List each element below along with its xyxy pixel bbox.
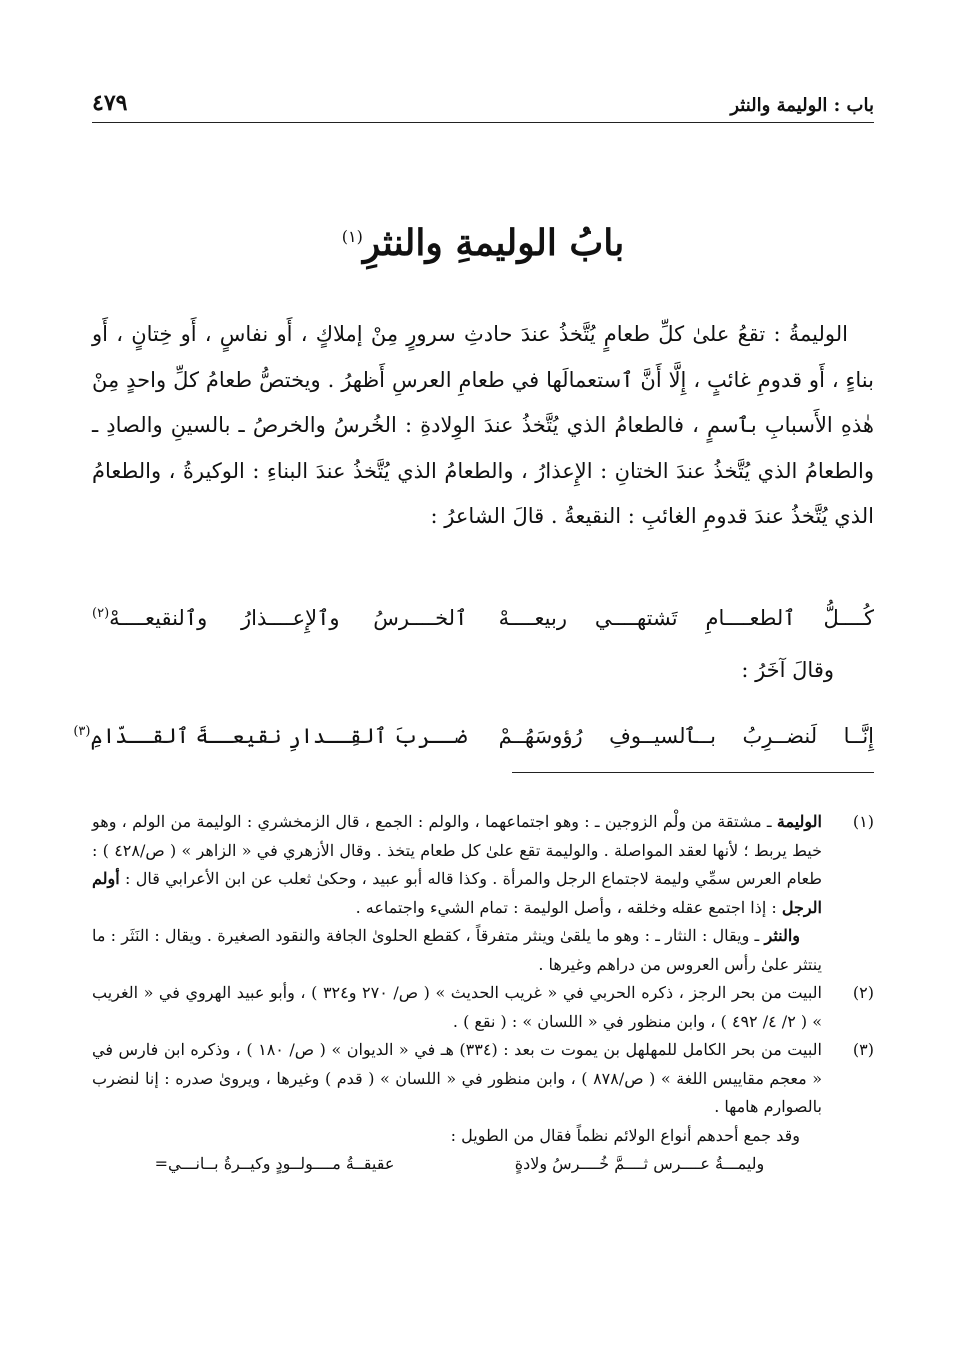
footnote-1-paragraph-2 (92, 922, 822, 979)
footnote-2-text: البيت من بحر الرجز ، ذكره الحربي في « غريب الحديث » ( ص/ ٢٧٠ و٣٢٤ ) ، وأبو عبيد الهروي في « الغريب » ( ٢/ ٤/ ٤٩٢ ) ، وابن منظور في « اللسان » : ( نقع ) . (92, 983, 823, 1031)
footnote-2-number: (٢) (852, 983, 874, 1002)
verse-1-first-hemistich: كُــــلُّ ٱلطعــــامِ تَشتهــــي ربيعــــهْ (498, 606, 874, 630)
footnote-1-bold-phrase: أولم الرجل (92, 869, 822, 917)
running-title: باب : الوليمة والنثر (730, 95, 874, 116)
footnote-3 (92, 1036, 874, 1179)
verse-2-first-hemistich: إِنَّــا لَنضــرِبُ بــٱلسيــوفِ رُؤوسَهُــمْ (498, 724, 874, 748)
chapter-note-ref: (١) (341, 227, 363, 246)
chapter-title-text: بابُ الوليمةِ والنثرِ (362, 222, 625, 264)
verse-2-second-hemistich (73, 724, 468, 748)
footnote-1-text-c: ـ ويقال : النثار ـ : وهو ما يلقىٰ وينثر متفرقاً ، كقطع الحلوىٰ الجافة والنقود الصغيرة . ويقال : النَثَر : ما ينتثر علىٰ رأس العروس من دراهم وغيرها . (92, 926, 822, 974)
verse-2-intro: وقالَ آخَرُ : (741, 658, 834, 682)
footnote-1-number: (١) (852, 812, 874, 831)
verse-2 (73, 714, 874, 758)
page-number: ٤٧٩ (92, 90, 128, 116)
header-rule (92, 122, 874, 123)
footnote-3-extra: وقد جمع أحدهم أنواع الولائم نظماً فقال من الطويل : (450, 1125, 800, 1145)
footnotes (92, 808, 874, 1179)
footnote-1-text-b: : إذا اجتمع عقله وخلقه ، وأصل الوليمة : تمام الشيء واجتماعه . (355, 897, 782, 917)
footnote-3-number: (٣) (852, 1040, 874, 1059)
verse-1-second-text: ٱلخــــرسُ وٱلإِعــــذارُ وٱلنقيعــــهْ (109, 606, 468, 630)
body-paragraph: الوليمةُ : تقعُ علىٰ كلِّ طعامٍ يُتَّخذُ عندَ حادثِ سرورٍ مِنْ إملاكٍ ، أَو نفاسٍ ، أَو خِتانٍ ، أَو بناءٍ ، أَو قدومِ غائبٍ ، إِلَّا أَنَّ ٱستعمالَها في طعامِ العرسِ أَظهرُ . ويختصُّ طعامُ كلِّ واحدٍ مِنْ هٰذهِ الأَسبابِ بٱسمٍ ، فالطعامُ الذي يُتَّخذُ عندَ الوِلادةِ : الخُرسُ والخرصُ ـ بالسينِ والصادِ ـ والطعامُ الذي يُتَّخذُ عندَ الختانِ : الإِعذارُ ، والطعامُ الذي يُتَّخذُ عندَ البناءِ : الوكيرةُ ، والطعامُ الذي يُتَّخذُ عندَ قدومِ الغائبِ : النقيعةُ . قالَ الشاعرُ : (92, 322, 874, 528)
running-header (92, 86, 874, 116)
book-page (73, 0, 874, 1371)
verse-1 (92, 596, 874, 640)
footnote-rule (512, 772, 874, 773)
chapter-title (92, 222, 874, 264)
footnote-3-text: البيت من بحر الكامل للمهلهل بن يموت ت بعد : (٣٣٤) هـ في « الديوان » ( ص/ ١٨٠ ) ، وذكره ابن فارس في « معجم مقاييس اللغة » ( ص/٨٧٨ ) ، وابن منظور في « اللسان » ( قدم ) وغيرها ، ويروىٰ صدره : إنا لنضرب بالصوارم هامها . (92, 1040, 823, 1116)
verse-1-note-ref: (٢) (92, 606, 110, 621)
footnote-1 (92, 808, 874, 979)
verse-2-note-ref: (٣) (73, 724, 91, 739)
footnote-1-lead-term: الوليمة (776, 812, 822, 831)
footnote-2 (92, 979, 874, 1036)
footnote-3-verse-first: وليمـــةُ عــــرس ثــــمَّ خُــــرسُ ولادةٍ (514, 1154, 765, 1173)
footnote-1-text-a: ـ مشتقة من ولْم الزوجين ـ : وهو اجتماعهما ، والولم : الجمع ، قال الزمخشري : الوليمة من الولم ، وهو خيط يربط ؛ لأنها لعقد المواصلة . والوليمة تقع علىٰ كل طعام يتخذ . وقال الأزهري في « الزاهر » ( ص/٤٢٨ ) : طعام العرس سمِّي وليمة لاجتماع الرجل والمرأة . وكذا قاله أبو عبيد ، وحكىٰ ثعلب عن ابن الأعرابي قال : (92, 812, 823, 888)
footnote-3-verse-second: عقيقــةُ مــــولــودٍ وكيــرةُ بــانـــي= (154, 1154, 395, 1173)
footnote-1-lead-term-2: والنثر (764, 926, 801, 945)
verse-1-second-hemistich (92, 606, 467, 630)
footnote-1-paragraph-1 (92, 808, 822, 922)
footnote-3-verse (92, 1150, 822, 1179)
verse-2-second-text: ضــربَ ٱلقِــدارِ نقيعــةَ ٱلقــدّامِ (90, 724, 468, 748)
